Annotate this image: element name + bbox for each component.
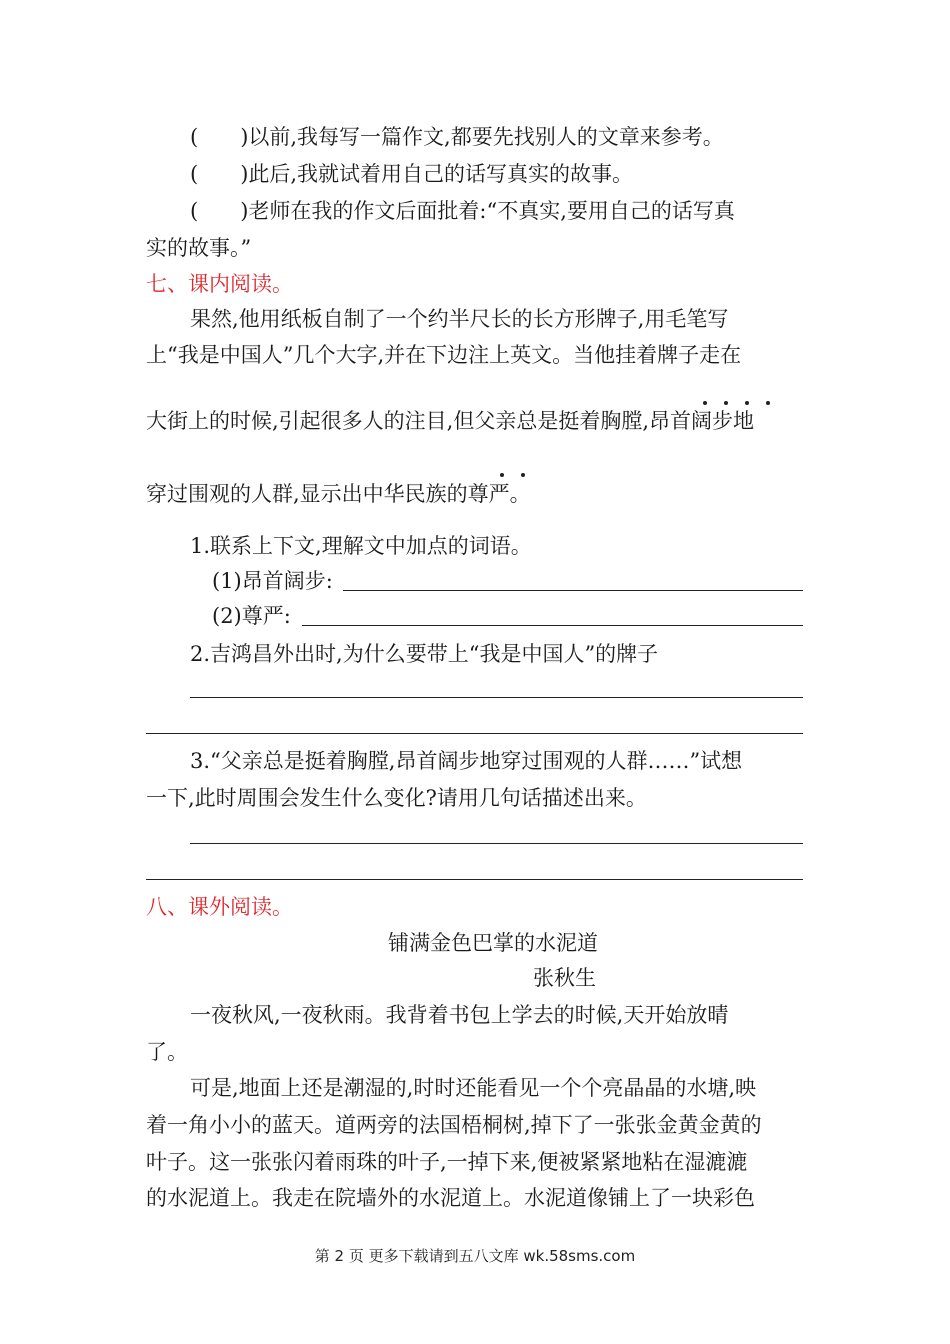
ordering-line-2: ( )此后,我就试着用自己的话写真实的故事。	[190, 162, 634, 186]
emphasis-dot	[703, 401, 707, 405]
question-1: 1.联系上下文,理解文中加点的词语。	[190, 534, 532, 558]
ordering-line-3: ( )老师在我的作文后面批着:“不真实,要用自己的话写真	[190, 199, 735, 223]
emphasis-dot	[500, 473, 504, 477]
question-1b: (2)尊严:	[212, 604, 291, 628]
passage-line: 穿过围观的人群,显示出中华民族的尊严。	[146, 482, 531, 506]
article-title: 铺满金色巴掌的水泥道	[388, 931, 598, 955]
answer-line[interactable]	[190, 843, 803, 844]
passage-line: 大街上的时候,引起很多人的注目,但父亲总是挺着胸膛,昂首阔步地	[146, 409, 755, 433]
answer-line[interactable]	[343, 590, 803, 591]
answer-line[interactable]	[302, 625, 803, 626]
section-heading-8: 八、课外阅读。	[146, 895, 293, 919]
emphasis-dot	[766, 401, 770, 405]
article-author: 张秋生	[533, 966, 596, 990]
emphasis-dot	[521, 473, 525, 477]
answer-line[interactable]	[146, 733, 803, 734]
passage-line: 了。	[146, 1040, 188, 1064]
question-3: 3.“父亲总是挺着胸膛,昂首阔步地穿过围观的人群……”试想	[190, 749, 743, 773]
passage-line: 的水泥道上。我走在院墙外的水泥道上。水泥道像铺上了一块彩色	[146, 1186, 755, 1210]
question-3: 一下,此时周围会发生什么变化?请用几句话描述出来。	[146, 786, 647, 810]
passage-line: 上“我是中国人”几个大字,并在下边注上英文。当他挂着牌子走在	[146, 343, 742, 367]
passage-line: 果然,他用纸板自制了一个约半尺长的长方形牌子,用毛笔写	[190, 307, 729, 331]
passage-line: 叶子。这一张张闪着雨珠的叶子,一掉下来,便被紧紧地粘在湿漉漉	[146, 1150, 748, 1174]
passage-line: 一夜秋风,一夜秋雨。我背着书包上学去的时候,天开始放晴	[190, 1003, 729, 1027]
page-footer: 第 2 页 更多下载请到五八文库 wk.58sms.com	[314, 1247, 636, 1265]
answer-line[interactable]	[146, 879, 803, 880]
ordering-line-4: 实的故事。”	[146, 236, 252, 260]
ordering-line-1: ( )以前,我每写一篇作文,都要先找别人的文章来参考。	[190, 125, 724, 149]
question-2: 2.吉鸿昌外出时,为什么要带上“我是中国人”的牌子	[190, 642, 659, 666]
emphasis-dot	[745, 401, 749, 405]
emphasis-dot	[724, 401, 728, 405]
passage-line: 着一角小小的蓝天。道两旁的法国梧桐树,掉下了一张张金黄金黄的	[146, 1113, 762, 1137]
passage-line: 可是,地面上还是潮湿的,时时还能看见一个个亮晶晶的水塘,映	[190, 1076, 757, 1100]
question-1a: (1)昂首阔步:	[212, 569, 333, 593]
answer-line[interactable]	[190, 697, 803, 698]
section-heading-7: 七、课内阅读。	[146, 272, 293, 296]
